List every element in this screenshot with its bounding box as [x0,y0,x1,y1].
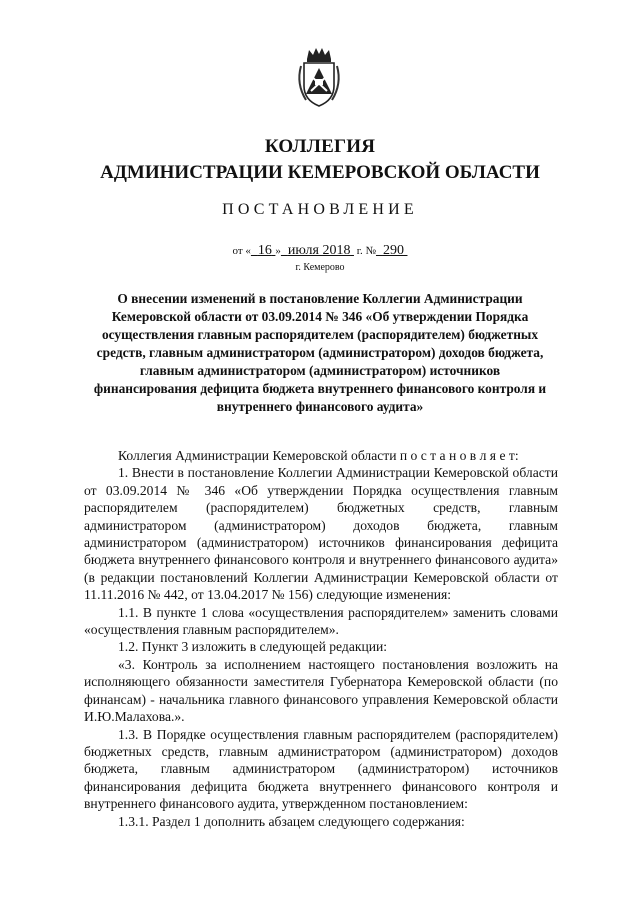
coat-of-arms-icon [294,46,344,108]
document-subject: О внесении изменений в постановление Коллегии Администрации Кемеровской области от 03.09.2014 № 346 «Об утверждении Порядка осуществления главным распорядителем (распорядителем) бюджетных средств, главным администратором (администратором) доходов бюджета, главным администратором (администратором) источников финансирования дефицита бюджета внутреннего финансового контроля и внутреннего финансового аудита» [93,291,547,414]
paragraph-1-3-1: 1.3.1. Раздел 1 дополнить абзацем следующего содержания: [118,813,465,829]
paragraph-1-2: 1.2. Пункт 3 изложить в следующей редакции: [118,639,388,655]
paragraph-preamble: Коллегия Администрации Кемеровской области п о с т а н о в л я е т: [118,448,519,463]
date-day: 16 [257,243,272,258]
date-prefix: от « [232,245,251,257]
paragraph-quote-3: «3. Контроль за исполнением настоящего постановления возложить на исполняющего обязанности заместителя Губернатора Кемеровской области (по финансам) - начальника главного финансового управления Кемеровской области И.Ю.Малахова.». [84,656,558,725]
date-month-year: июля 2018 [287,243,351,258]
paragraph-1: 1. Внести в постановление Коллегии Администрации Кемеровской области от 03.09.2014 № 346 «Об утверждении Порядка осуществления главным распорядителем (распорядителем) бюджетных средств, главным администратором (администратором) доходов бюджета, главным администратором (администратором) источников финансирования дефицита бюджета внутреннего финансового контроля и внутреннего финансового аудита» (в редакции постановлений Коллегии Администрации Кемеровской области от 11.11.2016 № 442, от 13.04.2017 № 156) следующие изменения: [84,465,558,603]
document-number: 290 [382,243,404,258]
paragraph-1-1: 1.1. В пункте 1 слова «осуществления распорядителем» заменить словами «осуществления главным распорядителем». [84,604,558,638]
paragraph-1-3: 1.3. В Порядке осуществления главным распорядителем (распорядителем) бюджетных средств, главным администратором (администратором) доходов бюджета, главным администратором (администратором) источников финансирования дефицита бюджета внутреннего финансового контроля и внутреннего финансового аудита, утвержденном постановлением: [84,726,558,812]
date-line [0,243,640,259]
city: г. Кемерово [295,262,345,273]
organization-title-line1: КОЛЛЕГИЯ [264,136,376,157]
document-body [84,447,558,830]
date-mid: » [275,245,281,257]
number-prefix: г. № [356,245,376,257]
organization-title-line2: АДМИНИСТРАЦИИ КЕМЕРОВСКОЙ ОБЛАСТИ [100,162,540,183]
document-type: ПОСТАНОВЛЕНИЕ [222,201,418,218]
